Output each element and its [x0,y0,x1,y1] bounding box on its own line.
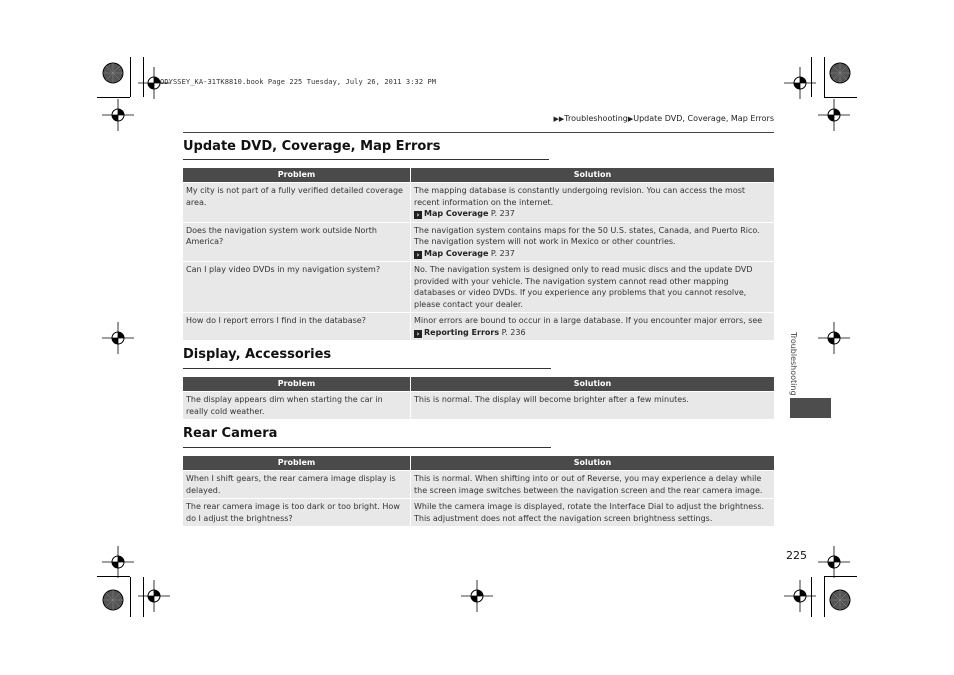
troubleshooting-table-display [182,376,775,420]
color-target-icon [829,62,851,84]
crop-mark [824,97,857,98]
side-tab[interactable] [790,398,831,418]
breadcrumb-rule [183,132,774,133]
column-header-solution: Solution [411,168,774,182]
table-row [183,183,774,222]
table-row [183,262,774,312]
solution-cell [411,183,774,222]
print-header: ODYSSEY_KA-31TK8810.book Page 225 Tuesday, July 26, 2011 3:32 PM [160,78,437,86]
problem-cell: The rear camera image is too dark or too bright. How do I adjust the brightness? [183,499,410,526]
breadcrumb [554,114,774,123]
solution-cell [411,223,774,262]
table-row [183,499,774,526]
color-target-icon [829,589,851,611]
column-header-solution: Solution [411,456,774,470]
right-arrow-box-icon: › [414,251,422,259]
section-rule [183,368,551,369]
solution-cell: While the camera image is displayed, rotate the Interface Dial to adjust the brightness. This adjustment does not affect the navigation screen brightness settings. [411,499,774,526]
solution-text: The navigation system contains maps for the 50 U.S. states, Canada, and Puerto Rico. The navigation system will not work in Mexico or other countries. [414,225,760,246]
triangle-right-icon: ▶ [627,115,634,123]
solution-cell: No. The navigation system is designed only to read music discs and the update DVD provided with your vehicle. The navigation system cannot read other mapping databases or video DVDs. If you experience any problems that you cannot resolve, please contact your dealer. [411,262,774,312]
section-title-display: Display, Accessories [183,347,332,362]
side-tab-label: Troubleshooting [789,332,798,396]
problem-cell: The display appears dim when starting the car in really cold weather. [183,392,410,419]
registration-target-icon [784,67,816,99]
registration-target-icon [461,580,493,612]
problem-cell: Does the navigation system work outside North America? [183,223,410,262]
problem-cell: When I shift gears, the rear camera image display is delayed. [183,471,410,498]
crop-mark [824,577,825,617]
registration-target-icon [102,322,134,354]
registration-target-icon [102,99,134,131]
table-row [183,392,774,419]
breadcrumb-current: Update DVD, Coverage, Map Errors [633,114,774,123]
table-header-row [183,377,774,391]
page-number: 225 [786,549,807,562]
right-arrow-box-icon: › [414,330,422,338]
column-header-problem: Problem [183,377,410,391]
solution-text: The mapping database is constantly undergoing revision. You can access the most recent information on the internet. [414,186,746,207]
crop-mark [130,577,131,617]
problem-cell: Can I play video DVDs in my navigation system? [183,262,410,312]
right-arrow-box-icon: › [414,211,422,219]
troubleshooting-table-update [182,167,775,341]
cross-reference-link[interactable]: › Map Coverage P. 237 [414,208,771,220]
solution-text: Minor errors are bound to occur in a large database. If you encounter major errors, see [414,316,763,325]
table-row [183,313,774,340]
table-header-row [183,168,774,182]
solution-cell: This is normal. When shifting into or out of Reverse, you may experience a delay while the screen image switches between the navigation screen and the rear camera image. [411,471,774,498]
crop-mark [130,57,131,97]
problem-cell: My city is not part of a fully verified detailed coverage area. [183,183,410,222]
cross-reference-link[interactable]: › Map Coverage P. 237 [414,248,771,260]
registration-target-icon [138,580,170,612]
problem-cell: How do I report errors I find in the database? [183,313,410,340]
column-header-solution: Solution [411,377,774,391]
breadcrumb-link-troubleshooting[interactable]: Troubleshooting [564,114,628,123]
table-row [183,471,774,498]
registration-target-icon [818,322,850,354]
column-header-problem: Problem [183,168,410,182]
crop-mark [97,97,130,98]
troubleshooting-table-camera [182,455,775,527]
registration-target-icon [784,580,816,612]
section-rule [183,447,551,448]
section-title-rear-camera: Rear Camera [183,426,278,441]
section-rule [183,159,549,160]
table-header-row [183,456,774,470]
solution-cell: This is normal. The display will become brighter after a few minutes. [411,392,774,419]
registration-target-icon [138,67,170,99]
color-target-icon [102,62,124,84]
registration-target-icon [818,546,850,578]
color-target-icon [102,589,124,611]
registration-target-icon [818,99,850,131]
registration-target-icon [102,546,134,578]
column-header-problem: Problem [183,456,410,470]
table-row [183,223,774,262]
section-title-update-dvd: Update DVD, Coverage, Map Errors [183,139,441,154]
triangle-right-icon: ▶▶ [553,115,565,123]
crop-mark [824,57,825,97]
solution-cell [411,313,774,340]
cross-reference-link[interactable]: › Reporting Errors P. 236 [414,327,771,339]
